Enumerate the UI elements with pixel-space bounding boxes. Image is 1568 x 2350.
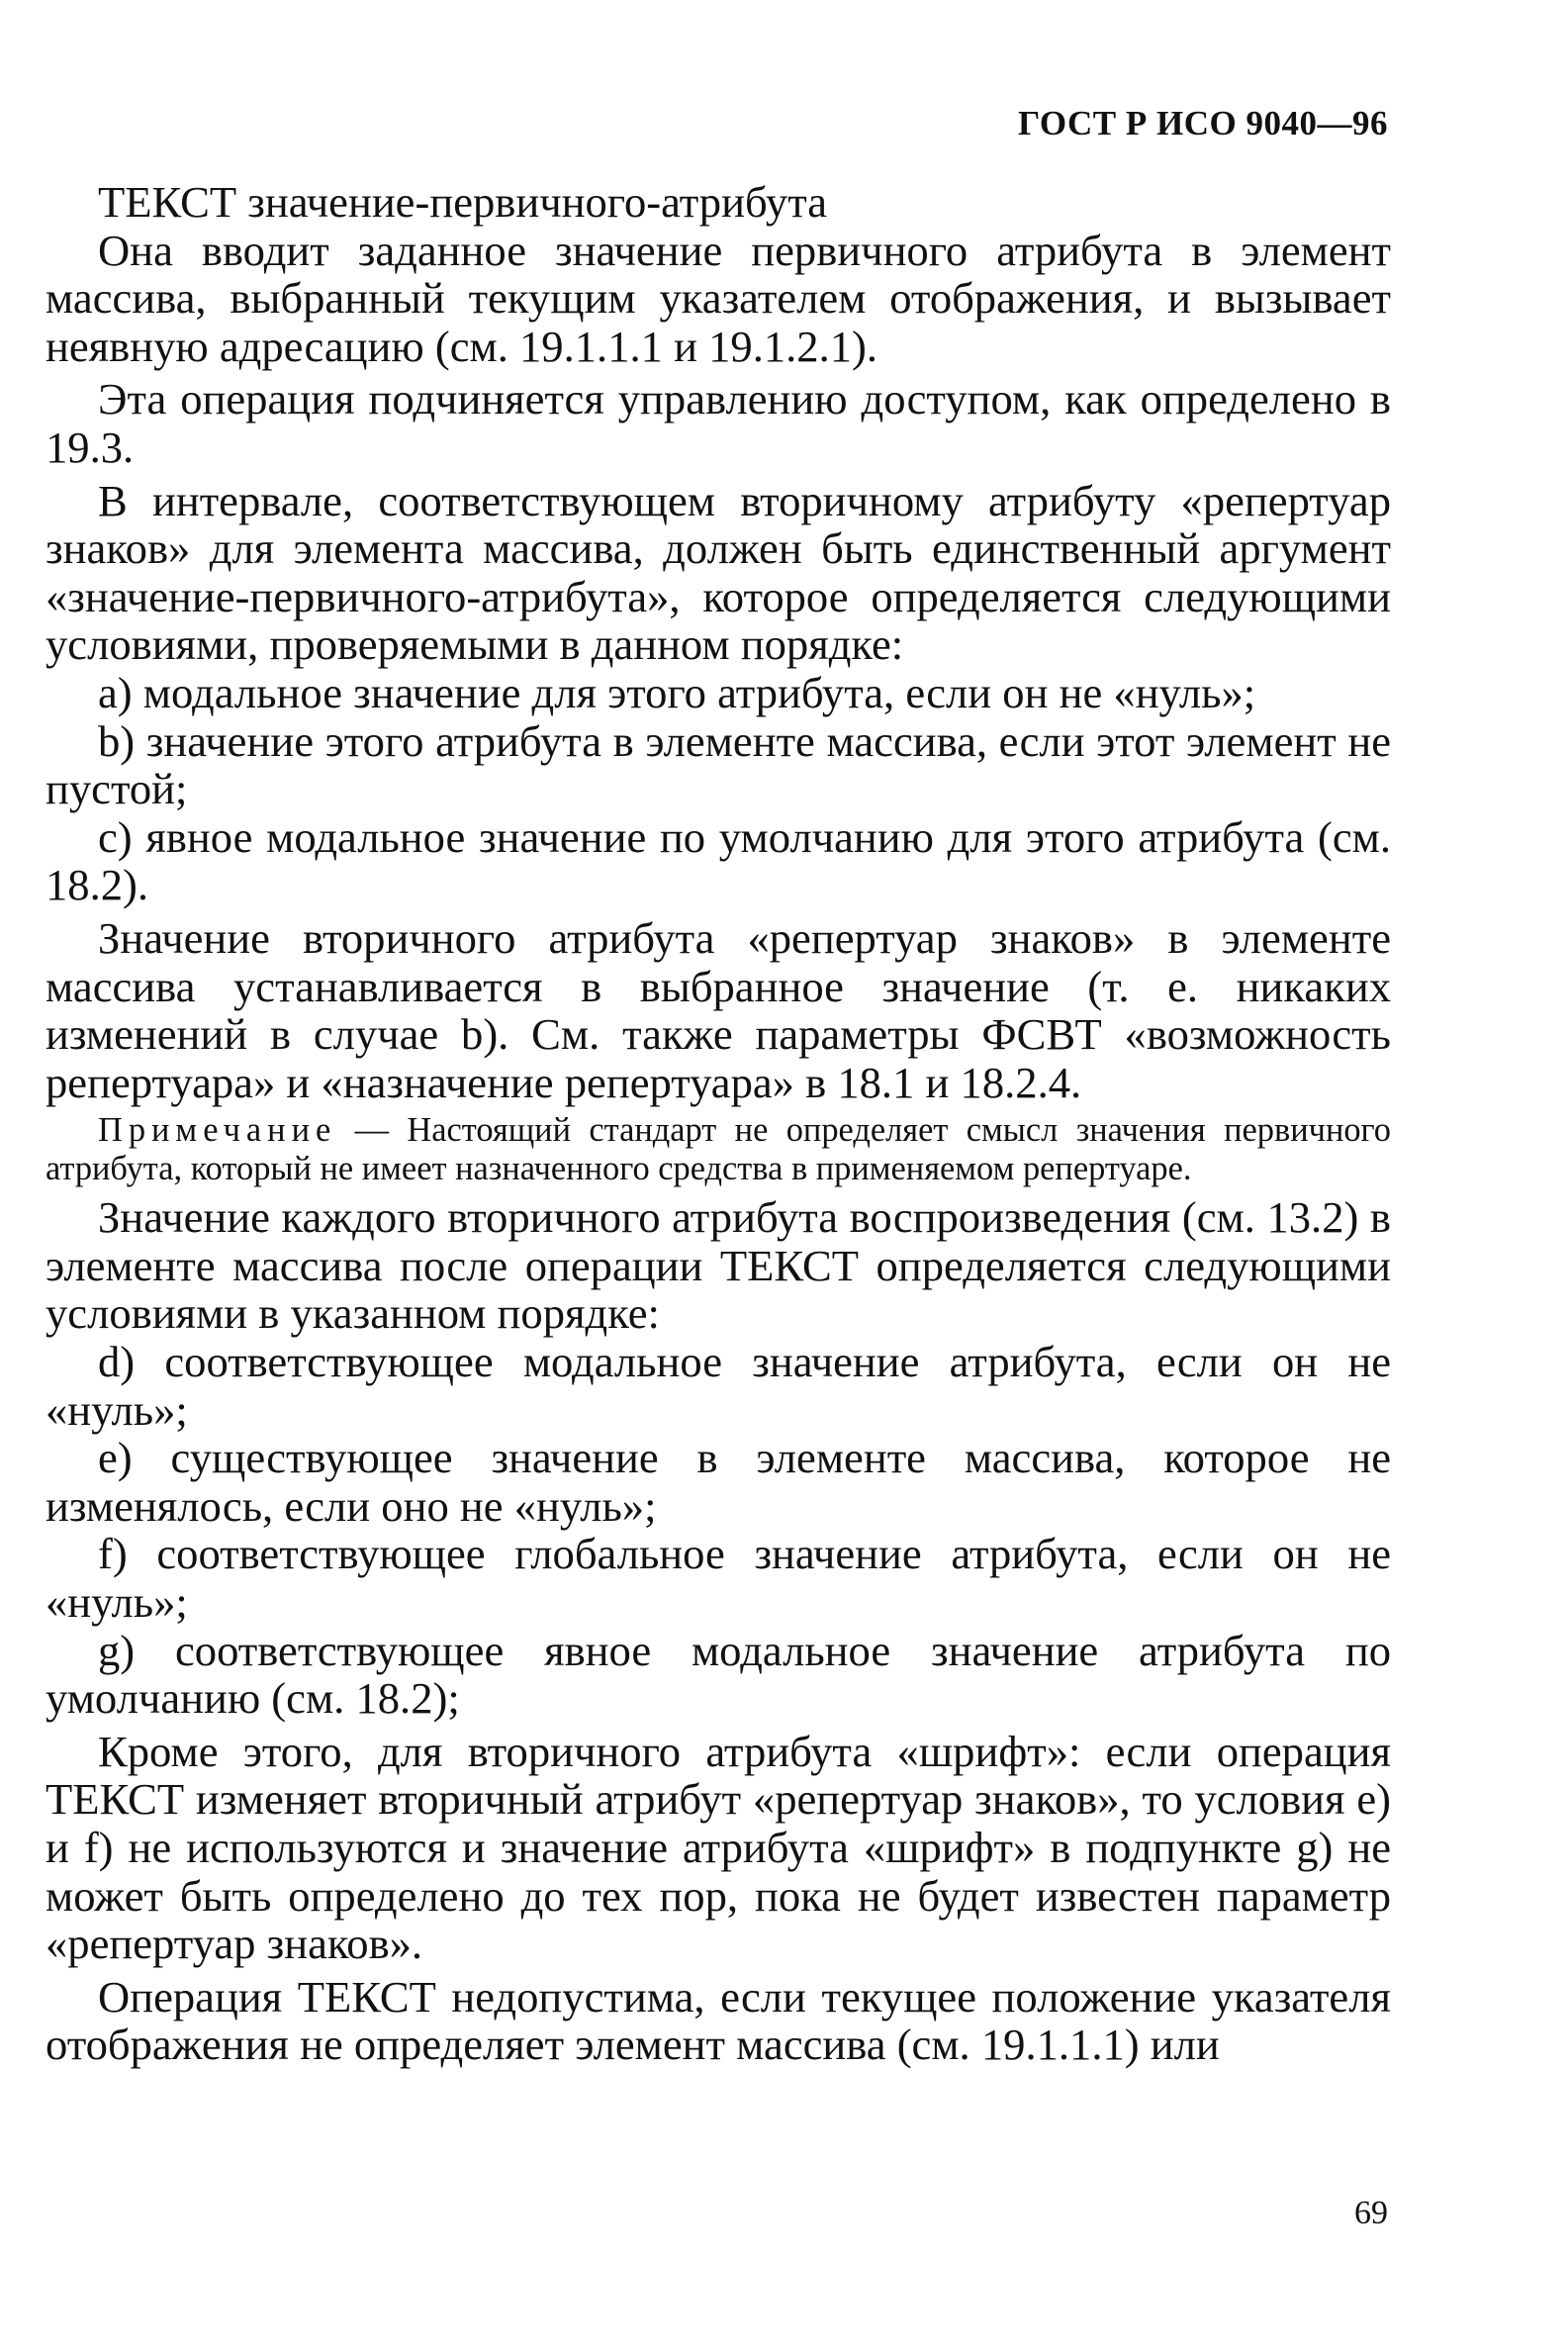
paragraph: Значение каждого вторичного атрибута воспроизведения (см. 13.2) в элементе массива после операции ТЕКСТ определяется следующими условиями в указанном порядке: [46,1192,1391,1339]
paragraph: Она вводит заданное значение первичного атрибута в элемент массива, выбранный текущим указателем отображения, и вызывает неявную адресацию (см. 19.1.1.1 и 19.1.2.1). [46,225,1391,371]
list-item: а) модальное значение для этого атрибута, если он не «нуль»; [98,667,1256,717]
paragraph: В интервале, соответствующем вторичному атрибуту «репертуар знаков» для элемента массива, должен быть единственный аргумент «значение-первичного-атрибута», которое определяется следующими условиями, проверяемыми в данном порядке: [46,475,1391,670]
note-text: — Настоящий стандарт не определяет смысл значения первичного атрибута, который не имеет назначенного средства в применяемом репертуаре. [46,1111,1391,1188]
list-item: f) соответствующее глобальное значение атрибута, если он не «нуль»; [46,1529,1391,1628]
paragraph-operation-syntax: ТЕКСТ значение-первичного-атрибута [98,177,828,227]
paragraph: Значение вторичного атрибута «репертуар знаков» в элементе массива устанавливается в выбранное значение (т. е. никаких изменений в случае b). См. также параметры ФСВТ «возможность репертуара» и «назначение репертуара» в 18.1 и 18.2.4. [46,912,1391,1107]
page-number: 69 [1354,2195,1388,2231]
list-item: с) явное модальное значение по умолчанию для этого атрибута (см. 18.2). [46,811,1391,910]
list-item: g) соответствующее явное модальное значение атрибута по умолчанию (см. 18.2); [46,1625,1391,1724]
list-item: b) значение этого атрибута в элементе массива, если этот элемент не пустой; [46,715,1391,814]
document-body [46,178,1391,2069]
list-item: е) существующее значение в элементе массива, которое не изменялось, если оно не «нуль»; [46,1433,1391,1531]
list-item: d) соответствующее модальное значение атрибута, если он не «нуль»; [46,1337,1391,1435]
document-header: ГОСТ Р ИСО 9040—96 [1017,104,1388,142]
paragraph: Кроме этого, для вторичного атрибута «шрифт»: если операция ТЕКСТ изменяет вторичный атрибут «репертуар знаков», то условия е) и f) не используются и значение атрибута «шрифт» в подпункте g) не может быть определено до тех пор, пока не будет известен параметр «репертуар знаков». [46,1726,1391,1969]
paragraph: Эта операция подчиняется управлению доступом, как определено в 19.3. [46,374,1391,472]
paragraph: Операция ТЕКСТ недопустима, если текущее положение указателя отображения не определяет элемент массива (см. 19.1.1.1) или [46,1971,1391,2070]
note [46,1111,1391,1188]
note-label: Примечание [98,1111,337,1150]
